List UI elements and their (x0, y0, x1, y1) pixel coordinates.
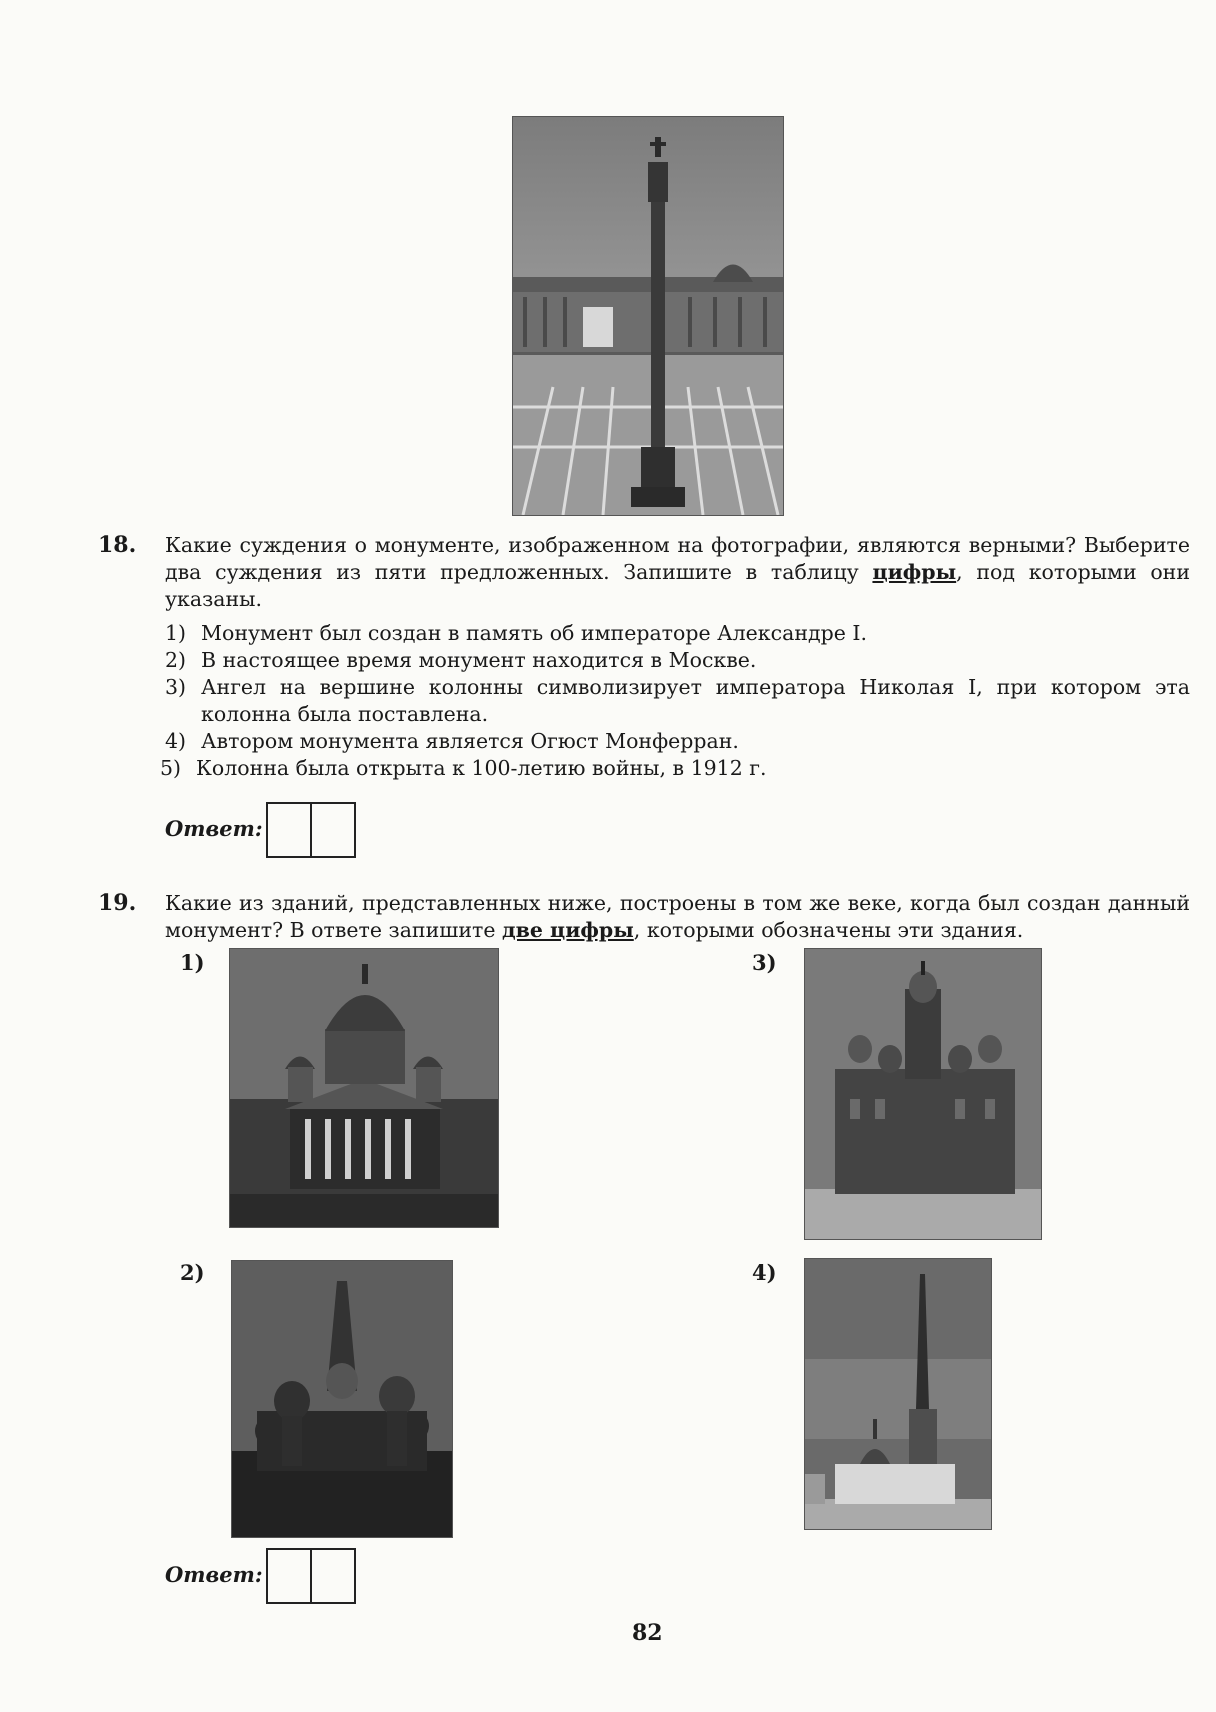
question-19-number: 19. (98, 890, 137, 916)
photo-3-label: 3) (752, 950, 777, 975)
q18-option-3-num: 3) (165, 675, 187, 699)
photo-2-label: 2) (180, 1260, 205, 1285)
question-18-prompt-a: Какие суждения о монументе, изображенном на фотографии, являются верными? Выберите два суждения из пяти предложенных. Запишите в таблицу (165, 533, 1190, 584)
question-19-prompt-a: Какие из зданий, представленных ниже, построены в том же веке, когда был создан данный монумент? В ответе запишите (165, 891, 1190, 942)
q18-option-5 (160, 755, 1185, 782)
photo-4-peter-paul-cathedral (804, 1258, 992, 1530)
q18-option-2 (165, 647, 1190, 674)
question-19-prompt-b: , которыми обозначены эти здания. (633, 918, 1024, 942)
photo-2-basil-cathedral (231, 1260, 453, 1538)
q19-answer-box[interactable] (266, 1548, 356, 1604)
q18-option-1 (165, 620, 1190, 647)
question-18-prompt (165, 532, 1190, 613)
page-number: 82 (632, 1620, 663, 1646)
q18-option-1-text: Монумент был создан в память об императоре Александре I. (201, 621, 867, 645)
photo-1-label: 1) (180, 950, 205, 975)
q18-option-3 (165, 674, 1190, 728)
question-19-prompt (165, 890, 1190, 944)
question-18-number: 18. (98, 532, 137, 558)
photo-4-label: 4) (752, 1260, 777, 1285)
q18-answer-box[interactable] (266, 802, 356, 858)
photo-3-savior-on-blood (804, 948, 1042, 1240)
q18-answer-cell-2[interactable] (312, 804, 354, 856)
question-18-prompt-b: , под которыми они указаны. (165, 560, 1190, 611)
q19-answer-label: Ответ: (165, 1562, 263, 1587)
question-18-prompt-bold: цифры (872, 560, 957, 584)
q18-option-5-text: Колонна была открыта к 100-летию войны, в 1912 г. (196, 756, 767, 780)
q18-option-4 (165, 728, 1190, 755)
photo-1-isaac-cathedral (229, 948, 499, 1228)
question-19-prompt-bold: две цифры (501, 918, 634, 942)
q18-option-4-num: 4) (165, 729, 187, 753)
q19-answer-cell-1[interactable] (268, 1550, 312, 1602)
q18-option-4-text: Автором монумента является Огюст Монферран. (201, 729, 739, 753)
q18-option-2-num: 2) (165, 648, 187, 672)
q18-answer-label: Ответ: (165, 816, 263, 841)
q18-option-1-num: 1) (165, 621, 187, 645)
q18-option-3-text: Ангел на вершине колонны символизирует императора Николая I, при котором эта колонна была поставлена. (201, 675, 1190, 726)
q19-answer-cell-2[interactable] (312, 1550, 354, 1602)
q18-option-5-num: 5) (160, 756, 182, 780)
q18-option-2-text: В настоящее время монумент находится в Москве. (201, 648, 757, 672)
monument-photo (512, 116, 784, 516)
q18-answer-cell-1[interactable] (268, 804, 312, 856)
